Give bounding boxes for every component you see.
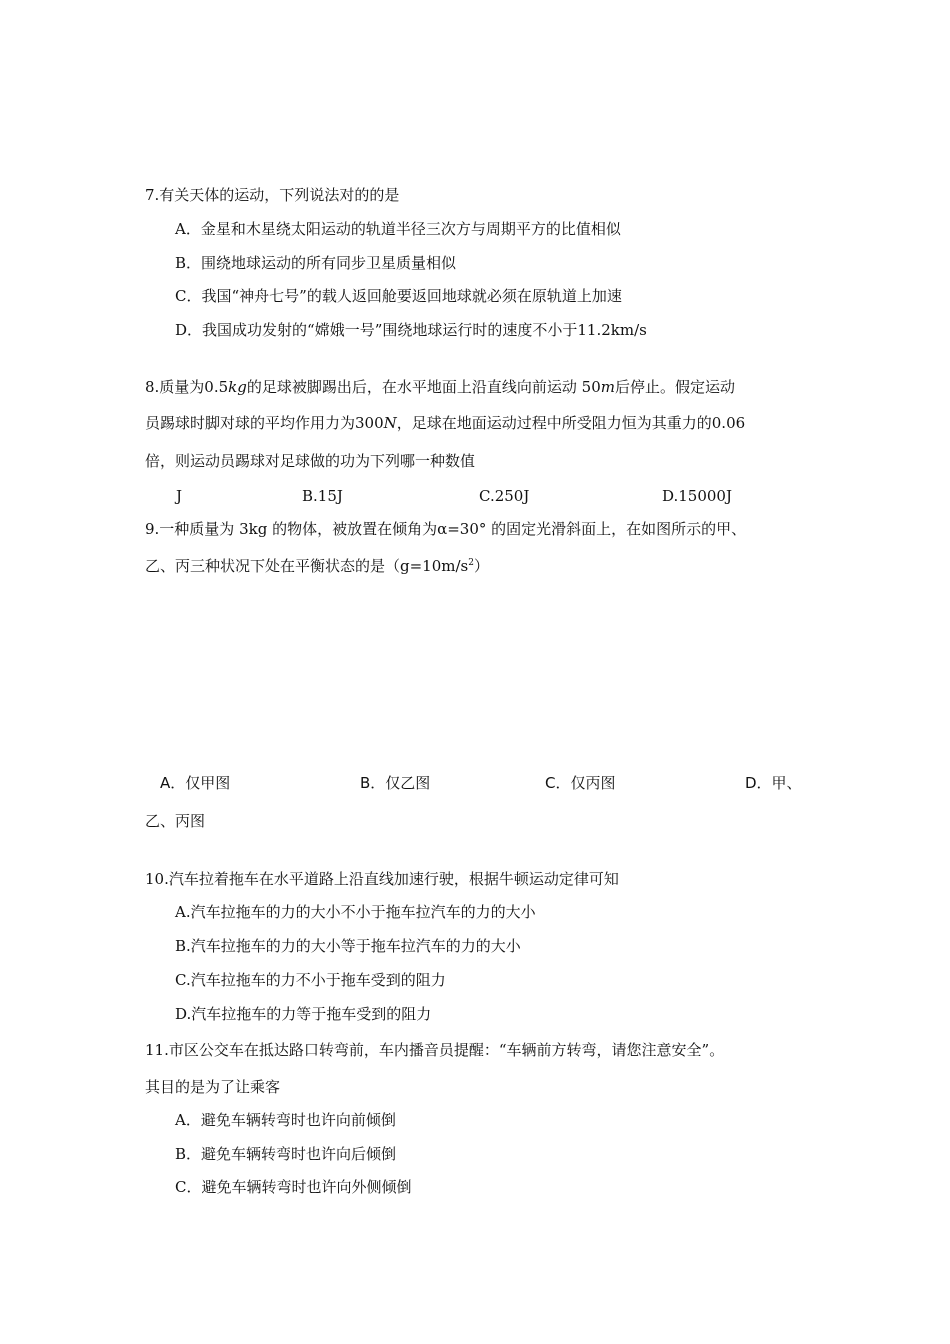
question-9-option-b: B．仅乙图: [360, 774, 431, 792]
question-7-option-d: D．我国成功发射的“嫦娥一号”围绕地球运行时的速度不小于11.2km/s: [175, 321, 647, 339]
question-10-option-b: B.汽车拉拖车的力的大小等于拖车拉汽车的力的大小: [175, 937, 521, 955]
question-11-stem-continued: 其目的是为了让乘客: [145, 1078, 281, 1096]
question-7-stem: 7.有关天体的运动，下列说法对的的是: [145, 186, 400, 204]
question-9-line-1: [145, 519, 746, 539]
q8-text: 8.质量为0.5: [145, 378, 229, 396]
alpha-symbol: α: [437, 520, 448, 538]
superscript: 2: [468, 558, 474, 568]
q8-text: 后停止。假定运动: [614, 378, 735, 396]
question-8-option-a: J: [176, 487, 183, 505]
q9-text: =30° 的固定光滑斜面上，在如图所示的甲、: [447, 520, 747, 538]
q9-text: ）: [473, 557, 489, 575]
question-8-line-1: [145, 377, 735, 397]
q9-text: 9.一种质量为 3kg 的物体，被放置在倾角为: [145, 520, 438, 538]
unit-kg: kg: [228, 378, 247, 396]
question-10-stem: 10.汽车拉着拖车在水平道路上沿直线加速行驶，根据牛顿运动定律可知: [145, 870, 619, 888]
question-10-option-a: A.汽车拉拖车的力的大小不小于拖车拉汽车的力的大小: [175, 903, 536, 921]
question-9-option-d-continued: 乙、丙图: [145, 812, 206, 830]
question-8-line-3: 倍，则运动员踢球对足球做的功为下列哪一种数值: [145, 452, 476, 470]
question-9-option-d: D．甲、: [745, 774, 802, 792]
question-8-option-c: C.250J: [479, 487, 530, 505]
question-9-line-2: [145, 556, 489, 576]
q8-text: 的足球被脚踢出后，在水平地面上沿直线向前运动 50: [246, 378, 601, 396]
unit-n: N: [383, 414, 397, 432]
question-8-line-2: [145, 413, 745, 433]
question-11-option-a: A．避免车辆转弯时也许向前倾倒: [175, 1111, 396, 1129]
question-7-option-b: B．围绕地球运动的所有同步卫星质量相似: [175, 254, 457, 272]
unit-m: m: [600, 378, 615, 396]
q8-text: 员踢球时脚对球的平均作用力为300: [145, 414, 384, 432]
question-8-option-b: B.15J: [302, 487, 343, 505]
question-7-option-a: A．金星和木星绕太阳运动的轨道半径三次方与周期平方的比值相似: [175, 220, 621, 238]
question-11-option-b: B．避免车辆转弯时也许向后倾倒: [175, 1145, 397, 1163]
question-11-stem: 11.市区公交车在抵达路口转弯前，车内播音员提醒：“车辆前方转弯，请您注意安全”。: [145, 1041, 725, 1059]
q8-text: ，足球在地面运动过程中所受阻力恒为其重力的0.06: [396, 414, 746, 432]
question-9-option-c: C．仅丙图: [545, 774, 616, 792]
question-8-option-d: D.15000J: [662, 487, 732, 505]
question-9-option-a: A．仅甲图: [160, 774, 231, 792]
question-10-option-d: D.汽车拉拖车的力等于拖车受到的阻力: [175, 1005, 432, 1023]
q9-text: 乙、丙三种状况下处在平衡状态的是（g=10m/s: [145, 557, 469, 575]
question-7-option-c: C．我国“神舟七号”的载人返回舱要返回地球就必须在原轨道上加速: [175, 287, 622, 305]
question-10-option-c: C.汽车拉拖车的力不小于拖车受到的阻力: [175, 971, 446, 989]
question-11-option-c: C．避免车辆转弯时也许向外侧倾倒: [175, 1178, 412, 1196]
